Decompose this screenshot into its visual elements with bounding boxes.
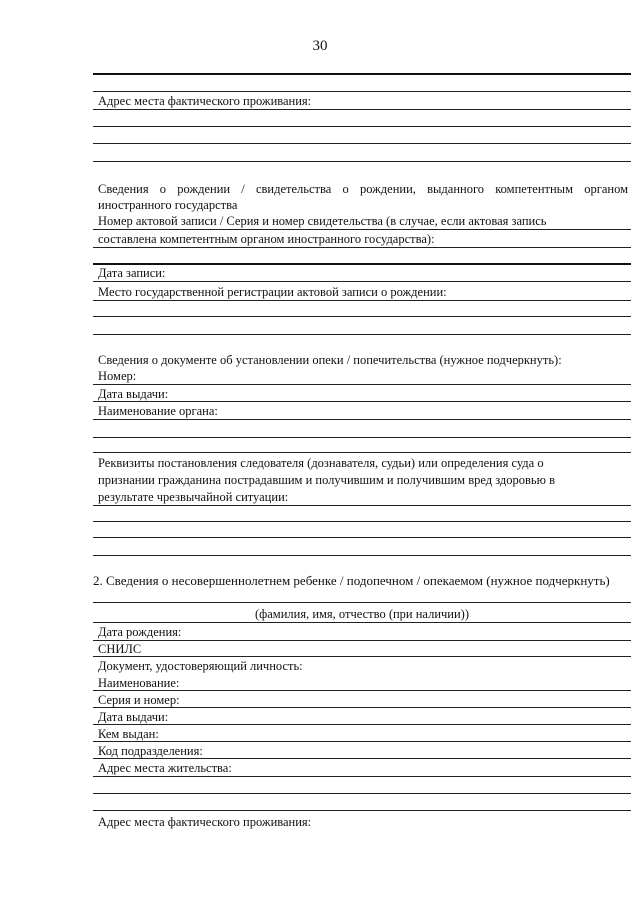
birth-info-label: Сведения о рождении / свидетельства о рождении, выданного компетентным органом xyxy=(98,182,628,196)
blank-line[interactable] xyxy=(93,505,631,506)
blank-line[interactable] xyxy=(93,437,631,438)
authority-name-label: Наименование органа: xyxy=(98,404,218,418)
record-number-label-cont: составлена компетентным органом иностранного государства): xyxy=(98,232,435,246)
guardianship-doc-label: Сведения о документе об установлении опеки / попечительства (нужное подчеркнуть): xyxy=(98,353,562,367)
id-document-label: Документ, удостоверяющий личность: xyxy=(98,659,303,673)
division-code-label: Код подразделения: xyxy=(98,744,203,758)
blank-line xyxy=(93,91,631,92)
blank-line[interactable] xyxy=(93,281,631,282)
blank-line[interactable] xyxy=(93,724,631,725)
blank-line[interactable] xyxy=(93,419,631,420)
blank-line xyxy=(93,622,631,623)
registration-place-label: Место государственной регистрации актовой записи о рождении: xyxy=(98,285,447,299)
blank-line[interactable] xyxy=(93,758,631,759)
blank-line xyxy=(93,73,631,75)
series-number-label: Серия и номер: xyxy=(98,693,180,707)
blank-line[interactable] xyxy=(93,334,631,335)
blank-line[interactable] xyxy=(93,263,631,265)
blank-line[interactable] xyxy=(93,656,631,657)
blank-line[interactable] xyxy=(93,229,631,230)
doc-name-label: Наименование: xyxy=(98,676,180,690)
blank-line[interactable] xyxy=(93,521,631,522)
resolution-label-cont: результате чрезвычайной ситуации: xyxy=(98,490,289,504)
record-number-label: Номер актовой записи / Серия и номер свидетельства (в случае, если актовая запись xyxy=(98,214,547,228)
address-actual-label: Адрес места фактического проживания: xyxy=(98,94,312,108)
blank-line[interactable] xyxy=(93,810,631,811)
blank-line[interactable] xyxy=(93,161,631,162)
birth-date-label: Дата рождения: xyxy=(98,625,182,639)
blank-line[interactable] xyxy=(93,109,631,110)
resolution-label-cont: признании гражданина пострадавшим и получившим и получившим вред здоровью в xyxy=(98,473,556,487)
blank-line[interactable] xyxy=(93,401,631,402)
blank-line[interactable] xyxy=(93,143,631,144)
number-label: Номер: xyxy=(98,369,137,383)
fio-line[interactable] xyxy=(93,602,631,603)
resolution-label: Реквизиты постановления следователя (дознавателя, судьи) или определения суда о xyxy=(98,456,544,470)
blank-line[interactable] xyxy=(93,126,631,127)
record-date-label: Дата записи: xyxy=(98,266,166,280)
page-number: 30 xyxy=(312,38,328,54)
birth-info-label-cont: иностранного государства xyxy=(98,198,238,212)
issue-date-label: Дата выдачи: xyxy=(98,387,169,401)
blank-line[interactable] xyxy=(93,707,631,708)
blank-line xyxy=(93,452,631,453)
blank-line[interactable] xyxy=(93,690,631,691)
fio-caption: (фамилия, имя, отчество (при наличии)) xyxy=(254,607,469,621)
issue-date-label: Дата выдачи: xyxy=(98,710,169,724)
blank-line[interactable] xyxy=(93,776,631,777)
issued-by-label: Кем выдан: xyxy=(98,727,159,741)
blank-line[interactable] xyxy=(93,640,631,641)
blank-line[interactable] xyxy=(93,537,631,538)
blank-line[interactable] xyxy=(93,555,631,556)
blank-line[interactable] xyxy=(93,300,631,301)
section2-heading: 2. Сведения о несовершеннолетнем ребенке / подопечном / опекаемом (нужное подчеркнуть) xyxy=(93,573,610,588)
blank-line[interactable] xyxy=(93,247,631,248)
blank-line[interactable] xyxy=(93,741,631,742)
snils-label: СНИЛС xyxy=(98,642,142,656)
blank-line[interactable] xyxy=(93,793,631,794)
blank-line[interactable] xyxy=(93,384,631,385)
residence-address-label: Адрес места жительства: xyxy=(98,761,232,775)
address-actual-label: Адрес места фактического проживания: xyxy=(98,815,312,829)
blank-line[interactable] xyxy=(93,316,631,317)
